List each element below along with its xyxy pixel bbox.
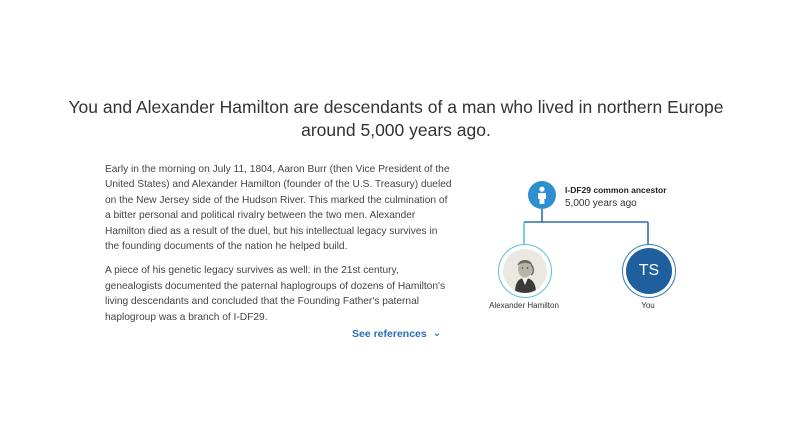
story-paragraph: Early in the morning on July 11, 1804, Aaron Burr (then Vice President of the United States) and Alexander Hamilton (founder of the U.S. Treasury) dueled on the New Jersey side of the Hudson River. This marked the culmination of a bitter personal and political rivalry between the two men. Alexander Hamilton died as a result of the duel, but his intellectual legacy survives in the founding documents of the nation he helped build. (105, 164, 452, 253)
see-references-link[interactable] (352, 328, 441, 340)
relative-node (498, 244, 552, 298)
relative-name: Alexander Hamilton (489, 301, 559, 310)
ancestor-title: I-DF29 common ancestor (565, 185, 667, 195)
story-paragraph: A piece of his genetic legacy survives as well: in the 21st century, genealogists documented the paternal haplogroups of dozens of Hamilton's living descendants and concluded that the Founding Father's paternal haplogroup was a branch of I-DF29. (105, 265, 446, 323)
page-headline: You and Alexander Hamilton are descendants of a man who lived in northern Europe around 5,000 years ago. (68, 97, 724, 140)
user-node (622, 244, 676, 298)
user-avatar: TS (626, 248, 672, 294)
ancestor-age: 5,000 years ago (565, 198, 637, 209)
ancestor-node (528, 181, 556, 209)
person-icon (535, 186, 549, 204)
user-label: You (641, 301, 655, 310)
portrait (503, 249, 547, 293)
story-text (105, 162, 453, 334)
see-references-label: See references (352, 328, 427, 340)
chevron-down-icon: ⌄ (432, 327, 442, 339)
